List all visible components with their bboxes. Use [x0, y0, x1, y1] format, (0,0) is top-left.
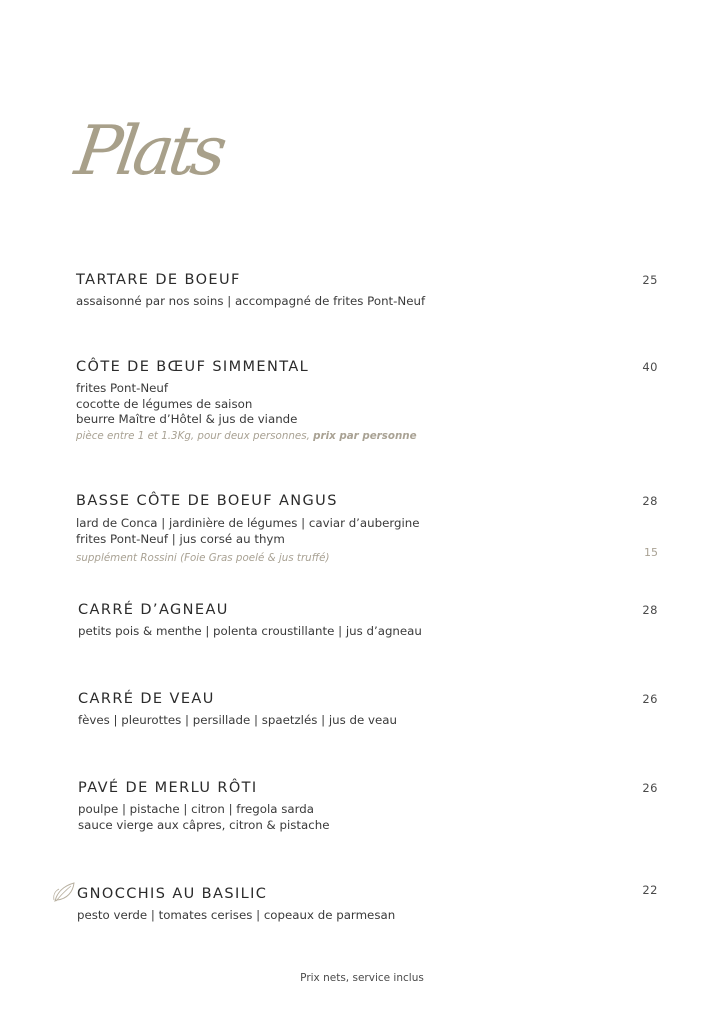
dish-name: GNOCCHIS AU BASILIC [77, 886, 268, 902]
dish-price: 26 [642, 781, 658, 795]
dish-price: 28 [642, 494, 658, 508]
dish-description [78, 802, 330, 833]
description-line: petits pois & menthe | polenta croustillante | jus d’agneau [78, 624, 422, 638]
description-line: sauce vierge aux câpres, citron & pistache [78, 817, 330, 832]
dish-note [76, 429, 417, 443]
dish-price: 28 [642, 603, 658, 617]
dish-description [78, 624, 422, 640]
dish-name: PAVÉ DE MERLU RÔTI [78, 780, 258, 796]
description-line: frites Pont-Neuf | jus corsé au thym [76, 531, 285, 546]
description-line: beurre Maître d’Hôtel & jus de viande [76, 412, 298, 426]
dish-price: 25 [642, 273, 658, 287]
dish-name: TARTARE DE BOEUF [76, 272, 241, 288]
dish-description [78, 713, 397, 729]
dish-name: BASSE CÔTE DE BOEUF ANGUS [76, 493, 338, 509]
description-line: assaisonné par nos soins | accompagné de frites Pont-Neuf [76, 294, 426, 308]
leaf-icon [52, 881, 78, 903]
description-line: pesto verde | tomates cerises | copeaux de parmesan [77, 908, 396, 922]
dish-description [76, 381, 297, 428]
dish-price: 40 [642, 360, 658, 374]
dish-price: 26 [642, 692, 658, 706]
description-line: cocotte de légumes de saison [76, 396, 253, 411]
note-emphasis: prix par personne [313, 430, 417, 442]
description-line: lard de Conca | jardinière de légumes | caviar d’aubergine [76, 516, 420, 530]
menu-section-title: Plats [70, 112, 227, 191]
dish-name: CARRÉ DE VEAU [78, 691, 215, 707]
dish-description [76, 294, 425, 310]
dish-description [76, 516, 420, 547]
description-line: poulpe | pistache | citron | fregola sarda [78, 802, 314, 816]
dish-name: CARRÉ D’AGNEAU [78, 602, 229, 618]
dish-price: 22 [642, 883, 658, 897]
dish-name: CÔTE DE BŒUF SIMMENTAL [76, 359, 310, 375]
description-line: fèves | pleurottes | persillade | spaetzlés | jus de veau [78, 713, 397, 727]
note-text: pièce entre 1 et 1.3Kg, pour deux personnes, [76, 430, 310, 442]
description-line: frites Pont-Neuf [76, 381, 169, 395]
price-footnote: Prix nets, service inclus [300, 972, 424, 984]
dish-description [77, 908, 395, 924]
supplement-note: supplément Rossini (Foie Gras poelé & jus truffé) [76, 552, 330, 564]
supplement-price: 15 [644, 546, 658, 559]
